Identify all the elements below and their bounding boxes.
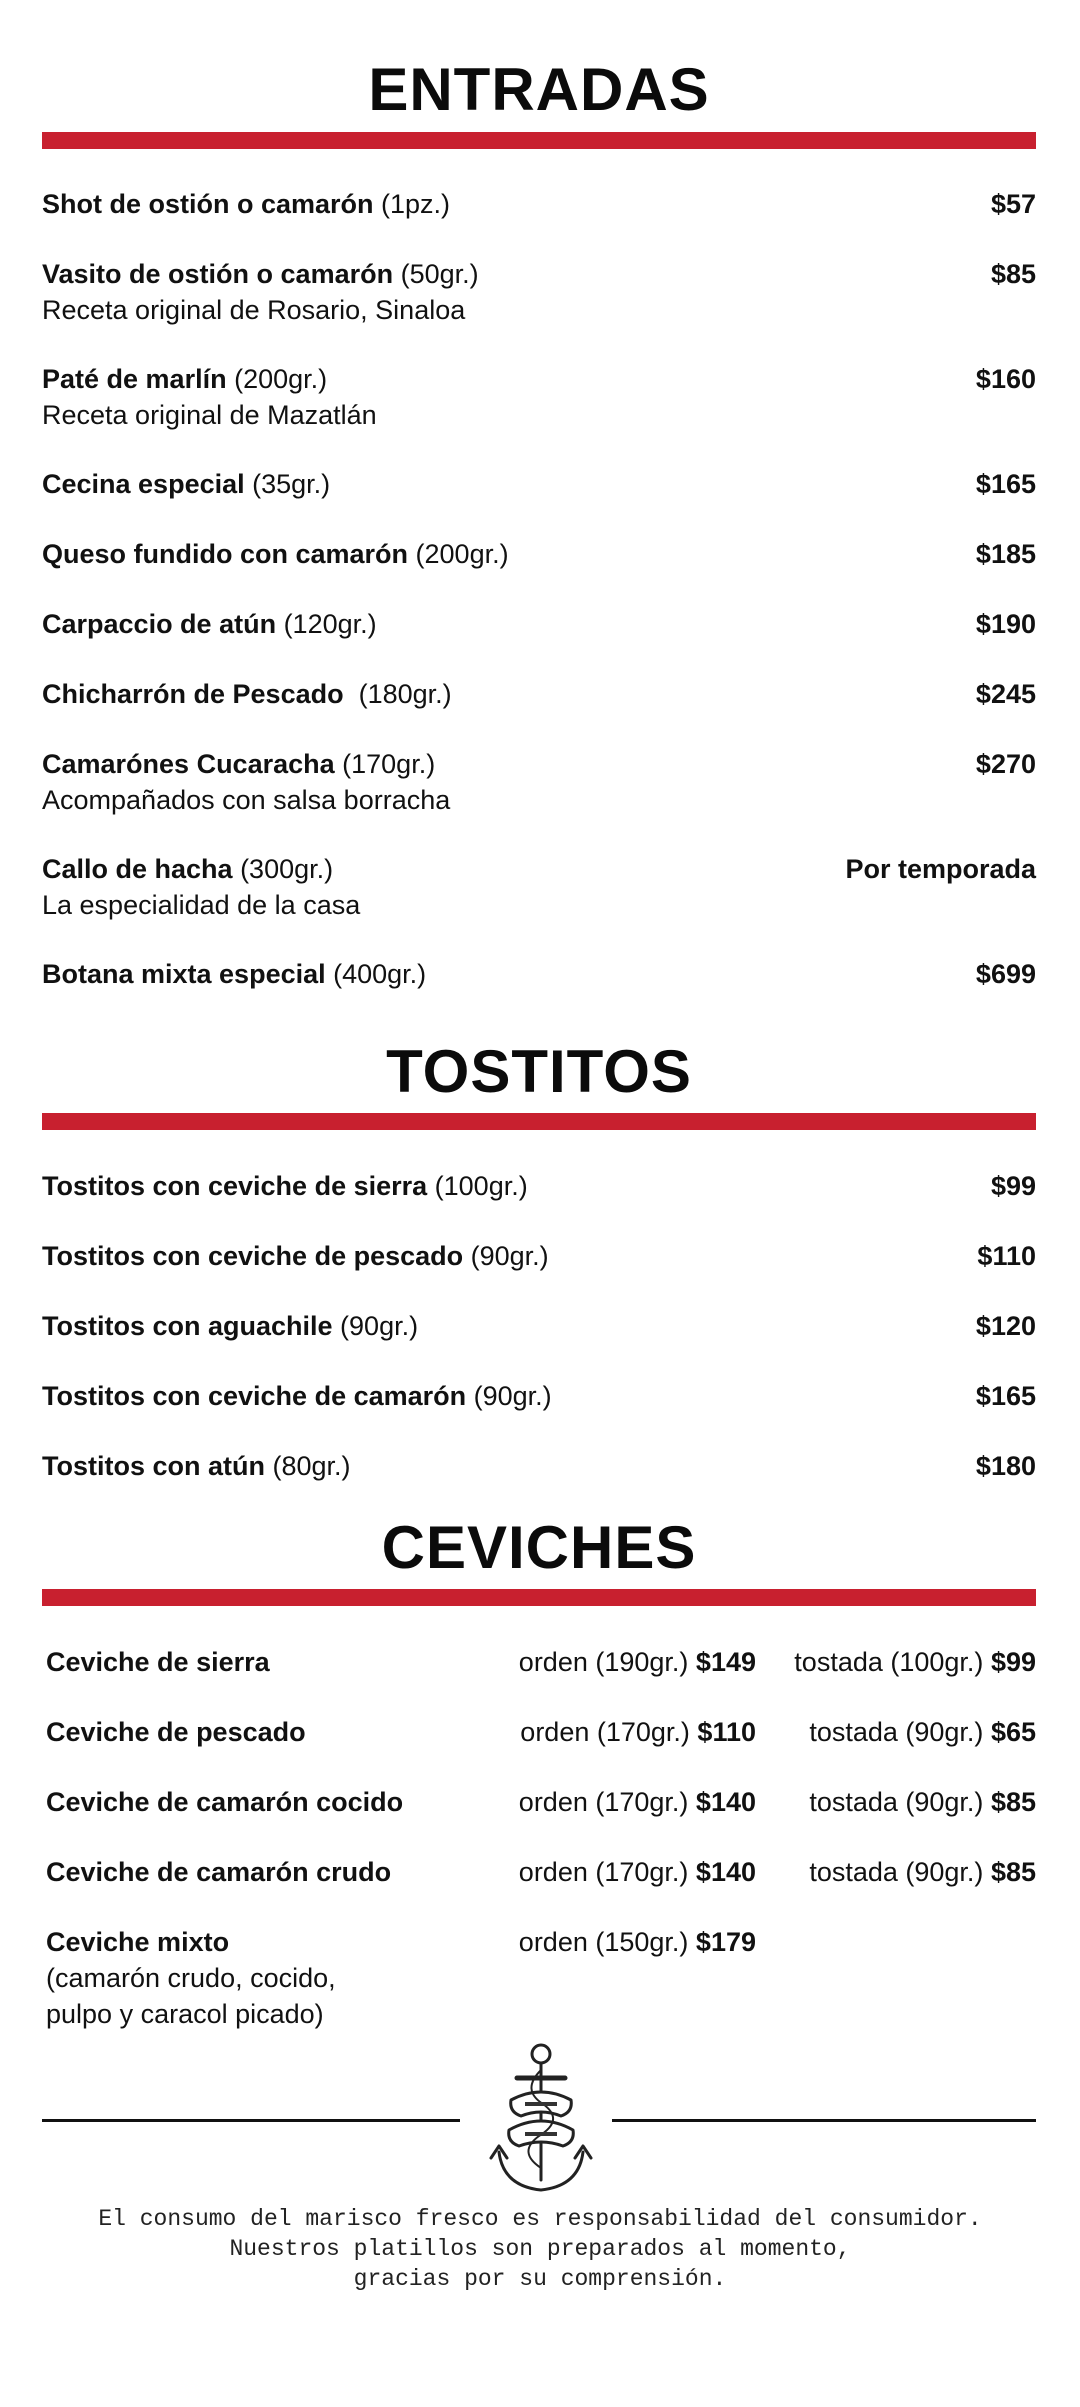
item-price: $165 [975,1381,1036,1411]
item-name: Ceviche de camarón cocido [46,1787,404,1817]
item-name: Tostitos con ceviche de camarón [42,1381,467,1411]
item-note: Receta original de Mazatlán [42,400,377,430]
menu-item [42,361,1036,433]
item-name: Tostitos con aguachile [42,1311,333,1341]
footer-divider-left [42,2119,460,2122]
orden-portion: orden (170gr.) [518,1857,689,1887]
item-portion: (200gr.) [226,364,328,394]
menu-item [42,536,1036,572]
item-note: Receta original de Rosario, Sinaloa [42,295,466,325]
orden-price: $149 [695,1647,756,1677]
item-name: Paté de marlín [42,364,227,394]
menu-item [42,186,1036,222]
item-price: $245 [975,679,1036,709]
item-name: Cecina especial [42,469,245,499]
ceviche-row [42,1854,1036,1890]
menu-item [42,1378,1036,1414]
section-title-tostitos: TOSTITOS [386,1038,692,1105]
item-name: Queso fundido con camarón [42,539,409,569]
item-price: $160 [975,364,1036,394]
disclaimer-line-2: Nuestros platillos son preparados al momento, [229,2236,851,2262]
menu-item [42,746,1036,818]
item-portion: (100gr.) [427,1171,528,1201]
tostada-price: $99 [990,1647,1036,1677]
item-portion: (1pz.) [373,189,451,219]
item-portion: (180gr.) [343,679,452,709]
menu-item [42,956,1036,992]
tostada-portion: tostada (90gr.) [809,1787,984,1817]
item-name: Chicharrón de Pescado [42,679,344,709]
item-name: Tostitos con atún [42,1451,265,1481]
item-portion: (35gr.) [244,469,331,499]
ceviche-row [42,1644,1036,1680]
section-divider [42,1113,1036,1130]
orden-portion: orden (170gr.) [518,1787,689,1817]
item-name: Shot de ostión o camarón [42,189,374,219]
ceviche-row [42,1784,1036,1820]
item-price: $699 [975,959,1036,989]
item-name: Ceviche de pescado [46,1717,306,1747]
item-portion: (400gr.) [325,959,427,989]
orden-portion: orden (190gr.) [518,1647,689,1677]
tostada-option [809,1784,1036,1820]
item-price: $120 [975,1311,1036,1341]
orden-price: $140 [695,1787,756,1817]
item-portion: (300gr.) [232,854,334,884]
section-title-entradas: ENTRADAS [368,56,710,123]
item-name: Vasito de ostión o camarón [42,259,394,289]
item-price: $110 [977,1241,1036,1271]
footer-divider-right [612,2119,1036,2122]
orden-portion: orden (170gr.) [520,1717,690,1747]
item-portion: (50gr.) [393,259,479,289]
menu-item [42,1168,1036,1204]
item-note: La especialidad de la casa [42,890,361,920]
ceviche-row [42,1714,1036,1750]
section-divider [42,132,1036,149]
item-portion: (90gr.) [466,1381,552,1411]
item-price: $57 [990,189,1036,219]
anchor-with-banner-icon [481,2040,601,2200]
section-title-ceviches: CEVICHES [381,1514,697,1581]
item-name: Tostitos con ceviche de pescado [42,1241,464,1271]
item-portion: (80gr.) [265,1451,351,1481]
item-price: Por temporada [845,854,1036,884]
orden-price: $179 [695,1927,756,1957]
orden-price: $140 [695,1857,756,1887]
tostada-price: $85 [990,1787,1036,1817]
item-name: Ceviche de camarón crudo [46,1857,392,1887]
tostada-price: $85 [990,1857,1036,1887]
item-price: $190 [975,609,1036,639]
ceviche-row [42,1924,1036,1960]
item-name: Camarónes Cucaracha [42,749,335,779]
orden-portion: orden (150gr.) [518,1927,689,1957]
orden-option [520,1714,756,1750]
tostada-portion: tostada (100gr.) [794,1647,984,1677]
orden-price: $110 [697,1717,756,1747]
item-note: pulpo y caracol picado) [46,1999,324,2029]
tostada-portion: tostada (90gr.) [809,1717,984,1747]
item-name: Tostitos con ceviche de sierra [42,1171,428,1201]
item-note: (camarón crudo, cocido, [46,1963,336,1993]
item-name: Callo de hacha [42,854,233,884]
item-portion: (170gr.) [334,749,436,779]
menu-item [42,851,1036,923]
orden-option [519,1854,756,1890]
item-portion: (120gr.) [276,609,377,639]
menu-item [42,676,1036,712]
tostada-price: $65 [990,1717,1036,1747]
item-name: Botana mixta especial [42,959,326,989]
item-name: Ceviche de sierra [46,1647,270,1677]
item-note: Acompañados con salsa borracha [42,785,451,815]
tostada-option [809,1714,1036,1750]
section-divider [42,1589,1036,1606]
disclaimer-line-1: El consumo del marisco fresco es responsabilidad del consumidor. [98,2206,982,2232]
item-portion: (90gr.) [463,1241,549,1271]
menu-item [42,606,1036,642]
item-name: Carpaccio de atún [42,609,277,639]
orden-option [519,1644,756,1680]
menu-item [42,1308,1036,1344]
item-price: $165 [975,469,1036,499]
menu-item [42,1238,1036,1274]
item-price: $85 [990,259,1036,289]
tostada-portion: tostada (90gr.) [809,1857,984,1887]
orden-option [519,1924,756,1960]
orden-option [519,1784,756,1820]
item-portion: (90gr.) [332,1311,419,1341]
menu-item [42,1448,1036,1484]
item-price: $270 [975,749,1036,779]
item-portion: (200gr.) [408,539,509,569]
menu-item [42,256,1036,328]
menu-item [42,466,1036,502]
tostada-option [794,1644,1036,1680]
item-name: Ceviche mixto [46,1927,230,1957]
tostada-option [809,1854,1036,1890]
item-price: $99 [990,1171,1036,1201]
disclaimer-line-3: gracias por su comprensión. [353,2266,727,2292]
item-price: $180 [975,1451,1036,1481]
item-price: $185 [975,539,1036,569]
